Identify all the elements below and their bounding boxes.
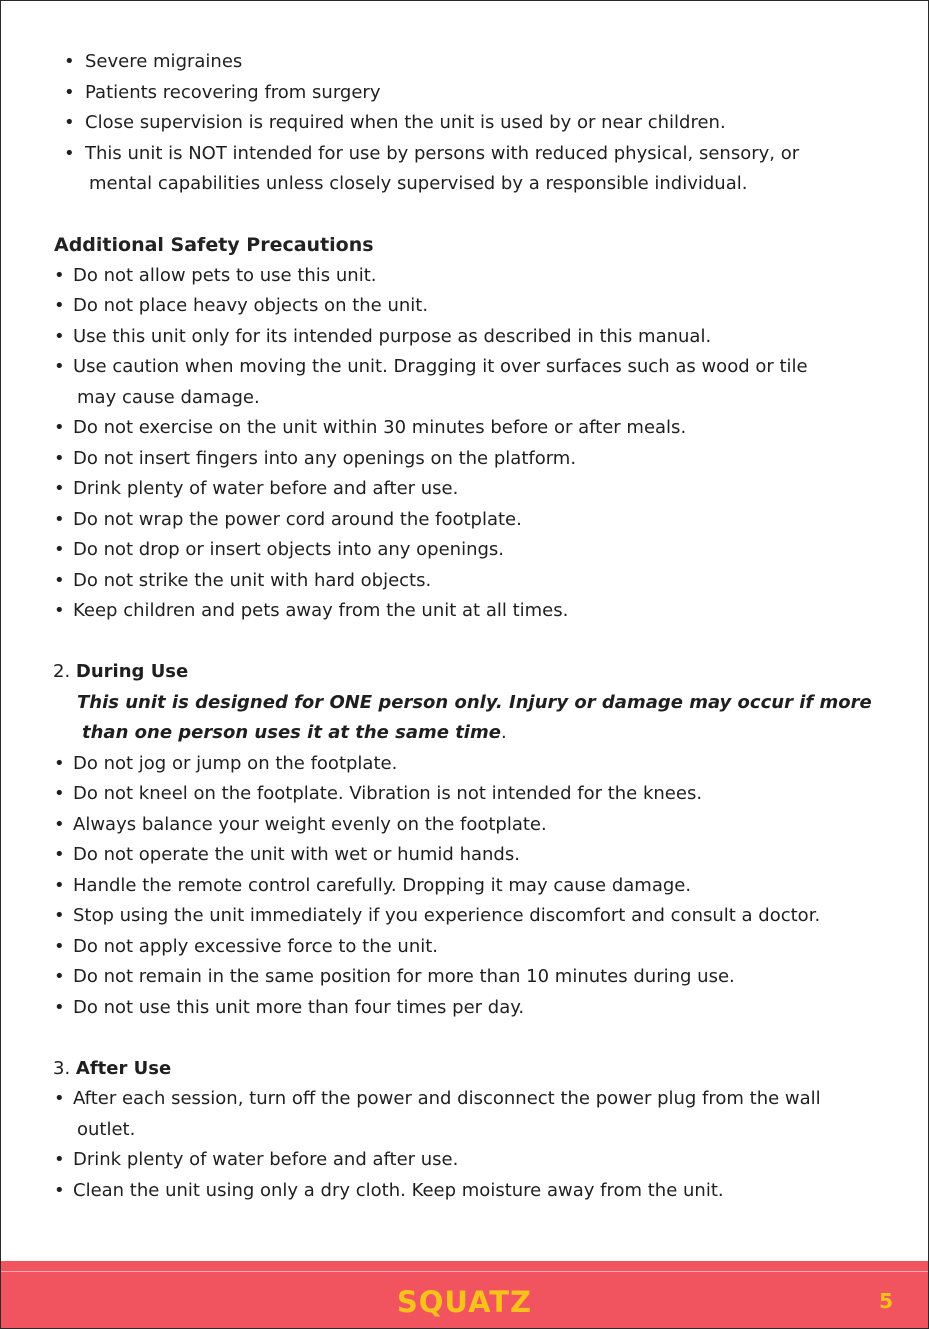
list-item — [1, 444, 928, 475]
list-item — [1, 993, 928, 1024]
bullet-icon: • — [54, 447, 65, 469]
list-item-text: Do not remain in the same position for more than 10 minutes during use. — [73, 966, 735, 987]
bullet-icon: • — [54, 844, 65, 865]
during-use-note-period: . — [500, 722, 507, 743]
list-item-text: Do not exercise on the unit within 30 minutes before or after meals. — [73, 417, 687, 438]
bullet-icon: • — [54, 966, 65, 987]
list-item-text: Always balance your weight evenly on the footplate. — [73, 813, 547, 835]
list-item-text: Keep children and pets away from the unit at all times. — [73, 600, 569, 621]
bullet-icon: • — [64, 51, 75, 72]
list-item — [1, 779, 928, 810]
list-item — [1, 505, 928, 536]
additional-precautions-list — [1, 261, 928, 627]
after-use-list — [1, 1084, 928, 1206]
after-use-title: After Use — [75, 1057, 172, 1079]
page-content — [1, 47, 928, 1206]
bullet-icon: • — [64, 81, 75, 103]
list-item — [1, 78, 928, 109]
footer-divider — [1, 1271, 928, 1272]
during-use-note-text: than one person uses it at the same time — [82, 722, 501, 743]
list-item-text: Stop using the unit immediately if you experience discomfort and consult a doctor. — [73, 905, 821, 926]
list-item — [1, 749, 928, 780]
list-item — [1, 322, 928, 353]
list-item — [1, 413, 928, 444]
bullet-icon: • — [54, 996, 65, 1018]
list-item-text: may cause damage. — [77, 386, 260, 408]
list-item-text: Do not allow pets to use this unit. — [73, 264, 377, 286]
bullet-icon: • — [64, 142, 75, 164]
list-item-continuation — [1, 1115, 928, 1146]
list-item — [1, 47, 928, 78]
list-item-text: Clean the unit using only a dry cloth. Keep moisture away from the unit. — [73, 1179, 724, 1201]
list-item-continuation — [1, 383, 928, 414]
bullet-icon: • — [54, 295, 65, 316]
bullet-icon: • — [54, 478, 65, 499]
list-item — [1, 1145, 928, 1176]
bullet-icon: • — [54, 874, 65, 896]
bullet-icon: • — [54, 1179, 65, 1201]
list-item-text: After each session, turn off the power and disconnect the power plug from the wall — [73, 1088, 821, 1109]
list-item — [1, 108, 928, 139]
list-item-text: outlet. — [77, 1118, 136, 1140]
list-item-text: Close supervision is required when the unit is used by or near children. — [85, 112, 726, 133]
bullet-icon: • — [54, 600, 65, 621]
list-item-continuation — [1, 169, 928, 200]
list-item-text: Do not drop or insert objects into any openings. — [73, 539, 504, 560]
list-item-text: Use caution when moving the unit. Dragging it over surfaces such as wood or tile — [73, 356, 808, 377]
list-item-text: Do not jog or jump on the footplate. — [73, 752, 398, 774]
list-item — [1, 840, 928, 871]
list-item-text: mental capabilities unless closely supervised by a responsible individual. — [89, 173, 748, 194]
bullet-icon: • — [54, 264, 65, 286]
bullet-icon: • — [54, 752, 65, 774]
list-item-text: Do not use this unit more than four times per day. — [73, 996, 525, 1018]
bullet-icon: • — [64, 112, 75, 133]
list-item — [1, 871, 928, 902]
list-item-text: Do not kneel on the footplate. Vibration is not intended for the knees. — [73, 783, 703, 804]
bullet-icon: • — [54, 935, 65, 957]
list-item-text: Do not operate the unit with wet or humid hands. — [73, 844, 520, 865]
list-item — [1, 596, 928, 627]
list-item-text: Do not wrap the power cord around the footplate. — [73, 508, 522, 530]
list-item — [1, 535, 928, 566]
additional-precautions-heading: Additional Safety Precautions — [54, 234, 374, 256]
during-use-title: During Use — [75, 661, 189, 682]
brand-logo: SQUATZ — [396, 1285, 533, 1319]
during-use-note-line-1: This unit is designed for ONE person only. Injury or damage may occur if more — [77, 691, 872, 713]
during-use-note-line-2 — [1, 718, 928, 749]
list-item — [1, 352, 928, 383]
list-item-text: Do not strike the unit with hard objects. — [73, 569, 432, 591]
bullet-icon: • — [54, 325, 65, 347]
list-item-text: Drink plenty of water before and after use. — [73, 478, 459, 499]
after-use-heading — [1, 1054, 928, 1085]
list-item — [1, 1084, 928, 1115]
during-use-number: 2. — [53, 661, 71, 682]
bullet-icon: • — [54, 569, 65, 591]
list-item — [1, 566, 928, 597]
bullet-icon: • — [54, 783, 65, 804]
bullet-icon: • — [54, 1088, 65, 1109]
page-footer — [1, 1261, 928, 1329]
intro-bullet-list — [1, 47, 928, 200]
bullet-icon: • — [54, 905, 65, 926]
bullet-icon: • — [54, 539, 65, 560]
list-item — [1, 261, 928, 292]
list-item — [1, 901, 928, 932]
list-item-text: Do not insert fingers into any openings on the platform. — [73, 447, 577, 469]
list-item-text: This unit is NOT intended for use by persons with reduced physical, sensory, or — [85, 142, 800, 164]
list-item-text: Severe migraines — [85, 51, 243, 72]
bullet-icon: • — [54, 508, 65, 530]
list-item — [1, 474, 928, 505]
bullet-icon: • — [54, 813, 65, 835]
list-item-text: Do not place heavy objects on the unit. — [73, 295, 429, 316]
list-item — [1, 1176, 928, 1207]
list-item-text: Drink plenty of water before and after use. — [73, 1149, 459, 1170]
page-number: 5 — [879, 1289, 893, 1313]
list-item — [1, 810, 928, 841]
list-item — [1, 962, 928, 993]
bullet-icon: • — [54, 1149, 65, 1170]
bullet-icon: • — [54, 356, 65, 377]
list-item — [1, 932, 928, 963]
list-item-text: Handle the remote control carefully. Dropping it may cause damage. — [73, 874, 692, 896]
during-use-list — [1, 749, 928, 1024]
list-item-text: Use this unit only for its intended purpose as described in this manual. — [73, 325, 712, 347]
list-item — [1, 291, 928, 322]
list-item — [1, 139, 928, 170]
during-use-heading — [1, 657, 928, 688]
bullet-icon: • — [54, 417, 65, 438]
list-item-text: Do not apply excessive force to the unit. — [73, 935, 439, 957]
after-use-number: 3. — [53, 1057, 71, 1079]
list-item-text: Patients recovering from surgery — [85, 81, 381, 103]
